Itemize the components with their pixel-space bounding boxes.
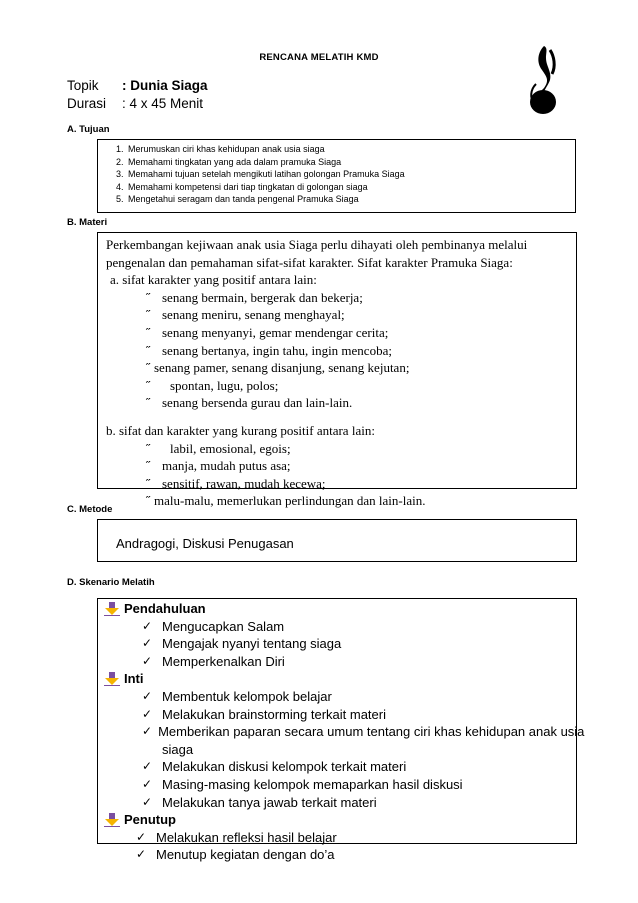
checkmark-icon: ✓ (142, 618, 153, 633)
list-item: ✓ Menutup kegiatan dengan do’a (136, 847, 335, 863)
list-item: ✓ Mengajak nyanyi tentang siaga (142, 636, 342, 652)
skenario-box (97, 598, 585, 863)
tujuan-list (98, 143, 575, 206)
list-item: ˝ senang bertanya, ingin tahu, ingin mencoba; (146, 342, 392, 358)
list-item: ✓ Memberikan paparan secara umum tentang ciri khas kehidupan anak usia (142, 724, 585, 740)
list-item: ˝ manja, mudah putus asa; (146, 458, 291, 474)
list-item: 1. Merumuskan ciri khas kehidupan anak usia siaga (126, 143, 575, 156)
list-item: ✓ Melakukan diskusi kelompok terkait materi (142, 759, 407, 775)
materi-intro-line1: Perkembangan kejiwaan anak usia Siaga perlu dihayati oleh pembinanya melalui (106, 237, 528, 252)
list-item: 4. Memahami kompetensi dari tiap tingkatan di golongan siaga (126, 181, 575, 194)
bullet-mark: ˝ (146, 342, 151, 358)
list-item: ˝ senang bersenda gurau dan lain-lain. (146, 395, 353, 411)
bullet-mark: ˝ (146, 324, 151, 340)
list-item: ˝ labil, emosional, egois; (146, 440, 291, 456)
list-item: ✓ Memperkenalkan Diri (142, 653, 285, 669)
checkmark-icon: ✓ (136, 847, 147, 862)
bullet-mark: ˝ (146, 377, 151, 393)
list-item: ✓ Mengucapkan Salam (142, 618, 285, 634)
section-header-inti: Inti (104, 670, 576, 688)
checkmark-icon: ✓ (142, 776, 153, 791)
list-item: ✓ Membentuk kelompok belajar (142, 688, 332, 704)
arrow-down-icon (104, 602, 120, 616)
list-item: ˝ senang bermain, bergerak dan bekerja; (146, 289, 363, 305)
topik-label: Topik (67, 78, 99, 93)
checkmark-icon: ✓ (142, 636, 153, 651)
list-item: ˝ senang meniru, senang menghayal; (146, 307, 345, 323)
topik-row (67, 78, 208, 93)
durasi-row (67, 96, 203, 111)
checkmark-icon: ✓ (142, 794, 153, 809)
checkmark-icon: ✓ (136, 829, 147, 844)
positif-heading: a. sifat karakter yang positif antara lain: (110, 272, 317, 288)
metode-heading: C. Metode (67, 504, 113, 515)
list-item: ˝ spontan, lugu, polos; (146, 377, 279, 393)
list-item: ✓ Melakukan brainstorming terkait materi (142, 706, 386, 722)
list-item: 3. Memahami tujuan setelah mengikuti latihan golongan Pramuka Siaga (126, 168, 575, 181)
negatif-heading: b. sifat dan karakter yang kurang positif antara lain: (106, 422, 375, 438)
list-item: ˝ sensitif, rawan, mudah kecewa; (146, 475, 326, 491)
list-item: 2. Memahami tingkatan yang ada dalam pramuka Siaga (126, 156, 575, 169)
metode-box (97, 519, 577, 562)
bullet-mark: ˝ (146, 440, 151, 456)
checkmark-icon: ✓ (142, 759, 153, 774)
metode-text: Andragogi, Diskusi Penugasan (116, 536, 294, 551)
page-title: RENCANA MELATIH KMD (259, 52, 379, 63)
section-header-pendahuluan: Pendahuluan (104, 600, 576, 618)
bullet-mark: ˝ (146, 458, 151, 474)
checkmark-icon: ✓ (142, 724, 153, 739)
list-item: 5. Mengetahui seragam dan tanda pengenal Pramuka Siaga (126, 193, 575, 206)
section-header-penutup: Penutup (104, 811, 576, 829)
bullet-mark: ˝ (146, 395, 151, 411)
list-item: ✓ Melakukan tanya jawab terkait materi (142, 794, 377, 810)
topik-value: : Dunia Siaga (122, 78, 208, 93)
bullet-mark: ˝ (146, 360, 151, 376)
list-item: ˝ senang pamer, senang disanjung, senang kejutan; (146, 360, 410, 376)
list-item: ✓ Melakukan refleksi hasil belajar (136, 829, 337, 845)
tujuan-box (97, 139, 576, 213)
materi-heading: B. Materi (67, 217, 108, 228)
list-item: ˝ malu-malu, memerlukan perlindungan dan lain-lain. (146, 493, 426, 509)
skenario-heading: D. Skenario Melatih (67, 577, 155, 588)
list-item-wrap: siaga (162, 741, 194, 757)
materi-box (97, 232, 577, 509)
bullet-mark: ˝ (146, 493, 151, 509)
tujuan-heading: A. Tujuan (67, 124, 110, 135)
checkmark-icon: ✓ (142, 653, 153, 668)
durasi-value: : 4 x 45 Menit (122, 96, 204, 111)
list-item: ˝ senang menyanyi, gemar mendengar cerita; (146, 324, 389, 340)
checkmark-icon: ✓ (142, 688, 153, 703)
scout-emblem-icon (524, 44, 564, 120)
bullet-mark: ˝ (146, 289, 151, 305)
list-item: ✓ Masing-masing kelompok memaparkan hasil diskusi (142, 776, 463, 792)
arrow-down-icon (104, 672, 120, 686)
durasi-label: Durasi (67, 96, 107, 111)
bullet-mark: ˝ (146, 307, 151, 323)
arrow-down-icon (104, 813, 120, 827)
checkmark-icon: ✓ (142, 706, 153, 721)
materi-intro-line2: pengenalan dan pemahaman sifat-sifat karakter. Sifat karakter Pramuka Siaga: (106, 254, 513, 270)
bullet-mark: ˝ (146, 475, 151, 491)
